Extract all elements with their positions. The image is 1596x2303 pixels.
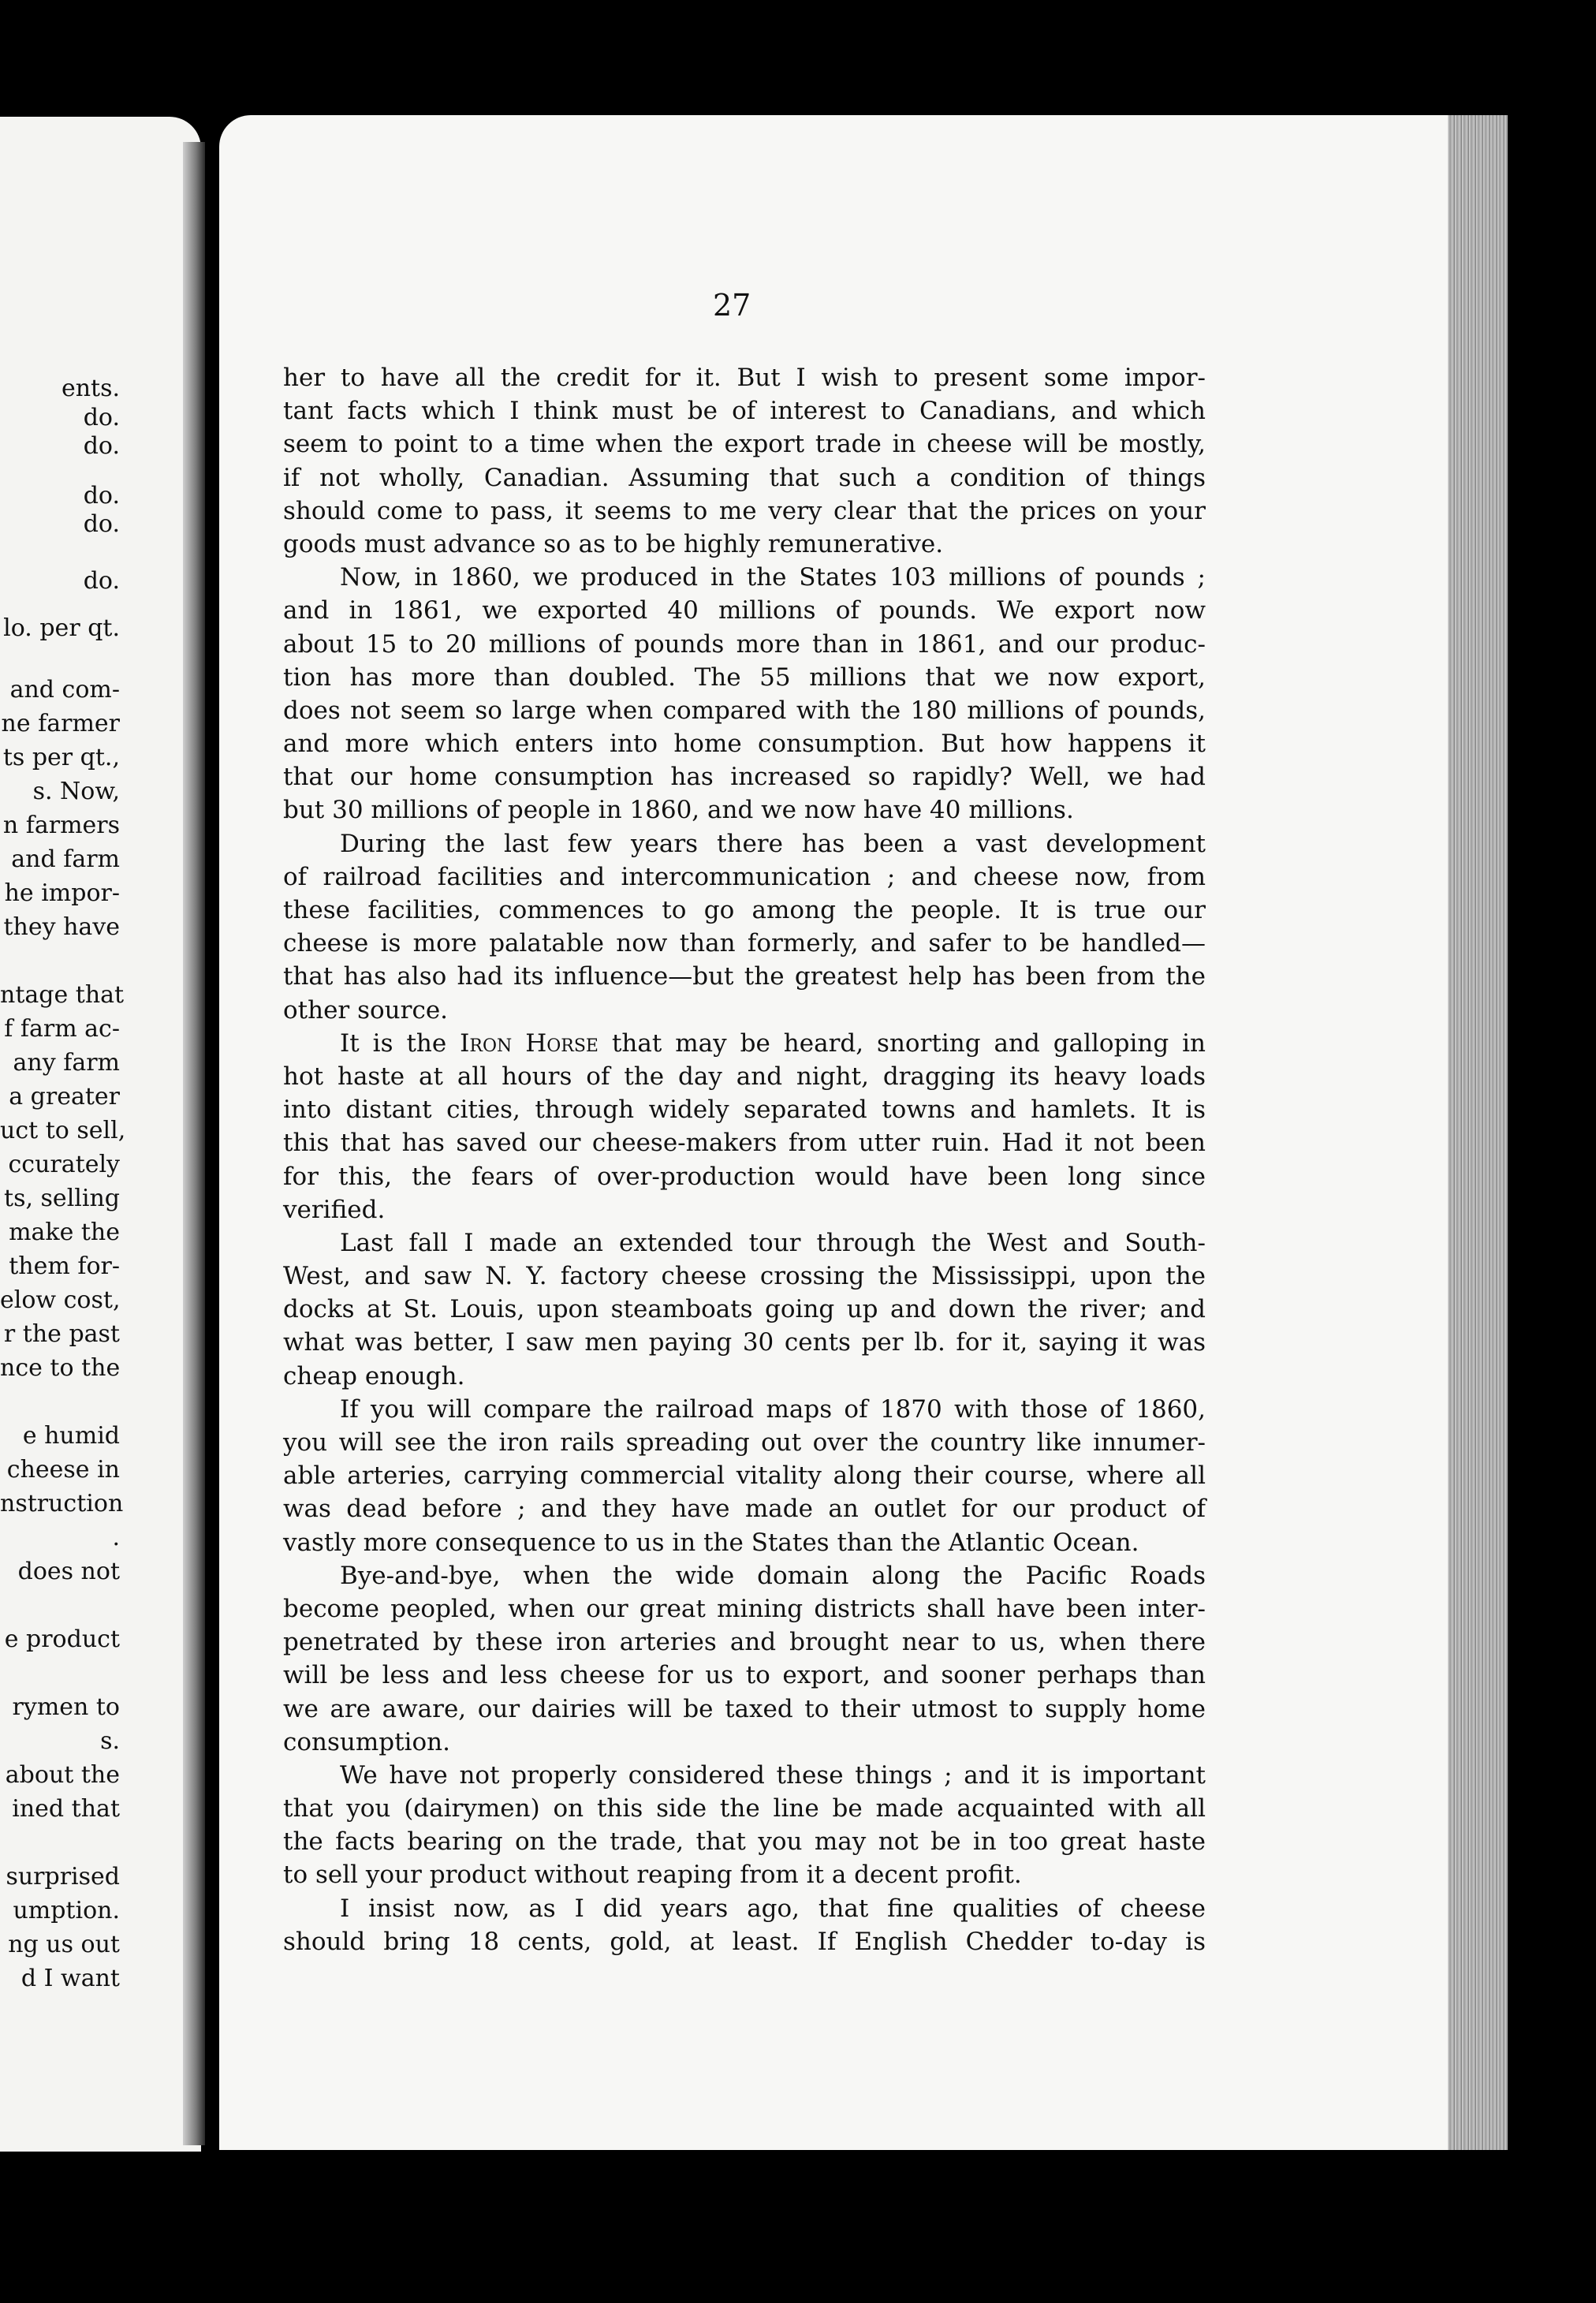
left-page-line: e product: [4, 1626, 120, 1653]
left-page-line: uct to sell,: [0, 1117, 126, 1144]
left-page-line: them for-: [9, 1252, 120, 1280]
text-line: we are aware, our dairies will be taxed to their utmost to supply home: [283, 1694, 1206, 1723]
text-line: the facts bearing on the trade, that you may not be in too great haste: [283, 1827, 1206, 1857]
text-line: become peopled, when our great mining districts shall have been inter-: [283, 1594, 1206, 1623]
text-line: verified.: [283, 1195, 386, 1224]
page-number: 27: [713, 288, 751, 323]
text-line: should bring 18 cents, gold, at least. If English Chedder to-day is: [283, 1927, 1206, 1956]
text-line: but 30 millions of people in 1860, and we now have 40 millions.: [283, 796, 1074, 825]
left-page-line: he impor-: [4, 879, 120, 907]
text-line: that has also had its influence—but the greatest help has been from the: [283, 962, 1206, 991]
left-page-line: nce to the: [0, 1354, 121, 1382]
text-line: If you will compare the railroad maps of 1870 with those of 1860,: [340, 1394, 1206, 1424]
left-page-line: elow cost,: [0, 1286, 121, 1314]
text-line: for this, the fears of over-production would have been long since: [283, 1162, 1206, 1191]
text-line: to sell your product without reaping from it a decent profit.: [283, 1861, 1022, 1890]
left-page-line: umption.: [13, 1897, 120, 1924]
text-line: penetrated by these iron arteries and brought near to us, when there: [283, 1628, 1206, 1657]
text-line: seem to point to a time when the export trade in cheese will be mostly,: [283, 430, 1206, 459]
text-line: vastly more consequence to us in the States than the Atlantic Ocean.: [283, 1528, 1139, 1557]
text-line: this that has saved our cheese-makers from utter ruin. Had it not been: [283, 1129, 1206, 1158]
body-text: [283, 361, 1206, 1958]
text-line: her to have all the credit for it. But I wish to present some impor-: [283, 364, 1206, 392]
left-page-line: ccurately: [8, 1151, 120, 1178]
left-page-line: cheese in: [6, 1456, 120, 1484]
left-page-line: ents.: [61, 375, 120, 402]
left-page-line: do.: [83, 482, 120, 509]
text-line: Bye-and-bye, when the wide domain along the Pacific Roads: [340, 1561, 1206, 1590]
text-line: and in 1861, we exported 40 millions of pounds. We export now: [283, 596, 1206, 625]
left-page-line: ts per qt.,: [2, 744, 120, 771]
left-page-line: do.: [83, 432, 120, 460]
text-line: that you (dairymen) on this side the line be made acquainted with all: [283, 1794, 1206, 1823]
text-line: Last fall I made an extended tour through the West and South-: [340, 1228, 1206, 1257]
left-page-line: and farm: [11, 845, 120, 873]
left-page-line: ne farmer: [1, 710, 120, 737]
left-page-line: n farmers: [2, 812, 120, 839]
text-line: what was better, I saw men paying 30 cents per lb. for it, saying it was: [283, 1328, 1206, 1357]
left-page-line: a greater: [9, 1083, 120, 1110]
text-line: cheap enough.: [283, 1361, 465, 1390]
left-page-line: ts, selling: [4, 1185, 120, 1212]
text-line: I insist now, as I did years ago, that fine qualities of cheese: [340, 1894, 1206, 1923]
left-page-line: does not: [17, 1558, 120, 1585]
left-page-line: surprised: [6, 1863, 120, 1891]
text-line: of railroad facilities and intercommunication ; and cheese now, from: [283, 862, 1206, 891]
left-page-line: they have: [3, 913, 120, 941]
text-line: does not seem so large when compared with the 180 millions of pounds,: [283, 696, 1206, 725]
text-line: and more which enters into home consumption. But how happens it: [283, 730, 1206, 759]
left-page-line: r the past: [3, 1320, 120, 1348]
text-line: Now, in 1860, we produced in the States 103 millions of pounds ;: [340, 563, 1206, 592]
left-page-line: lo. per qt.: [3, 614, 120, 642]
text-line: these facilities, commences to go among the people. It is true our: [283, 896, 1206, 924]
left-page-line: ntage that: [0, 981, 125, 1009]
left-page-line: e humid: [22, 1422, 120, 1450]
book-gutter: [183, 142, 205, 2145]
text-line: you will see the iron rails spreading out over the country like innumer-: [283, 1428, 1206, 1457]
left-page-line: nstruction: [0, 1490, 124, 1517]
left-page-line: do.: [83, 510, 120, 538]
text-line: if not wholly, Canadian. Assuming that such a condition of things: [283, 463, 1206, 492]
left-page-line: .: [112, 1524, 120, 1551]
text-line: into distant cities, through widely separated towns and hamlets. It is: [283, 1096, 1206, 1125]
left-page-line: rymen to: [12, 1693, 120, 1721]
left-page-line: make the: [9, 1219, 120, 1246]
left-page-line: about the: [5, 1761, 120, 1789]
left-page-line: do.: [83, 404, 120, 431]
text-line: able arteries, carrying commercial vitality along their course, where all: [283, 1461, 1206, 1491]
text-line: other source.: [283, 995, 449, 1025]
text-line: We have not properly considered these things ; and it is important: [340, 1760, 1206, 1790]
page-edges: [1448, 115, 1508, 2150]
text-line: docks at St. Louis, upon steamboats going up and down the river; and: [283, 1295, 1206, 1324]
left-page-line: any farm: [13, 1049, 120, 1077]
left-page: [0, 117, 201, 2152]
left-page-line: s.: [100, 1727, 120, 1755]
left-page-line: s. Now,: [32, 778, 120, 805]
left-page-line: ined that: [12, 1795, 120, 1823]
text-line: goods must advance so as to be highly remunerative.: [283, 529, 944, 558]
text-line: consumption.: [283, 1727, 450, 1756]
left-page-line: do.: [83, 567, 120, 595]
text-line: will be less and less cheese for us to export, and sooner perhaps than: [283, 1661, 1206, 1690]
text-line: During the last few years there has been a vast development: [340, 829, 1206, 858]
text-line: hot haste at all hours of the day and night, dragging its heavy loads: [283, 1062, 1206, 1091]
text-line: that our home consumption has increased so rapidly? Well, we had: [283, 763, 1206, 792]
left-page-line: ng us out: [8, 1931, 120, 1958]
text-line: should come to pass, it seems to me very clear that the prices on your: [283, 496, 1206, 525]
left-page-line: d I want: [21, 1965, 120, 1992]
text-line: tant facts which I think must be of interest to Canadians, and which: [283, 397, 1206, 426]
text-line: tion has more than doubled. The 55 millions that we now export,: [283, 663, 1206, 692]
left-page-line: and com-: [9, 676, 120, 704]
text-line: was dead before ; and they have made an outlet for our product of: [283, 1495, 1206, 1524]
text-line: about 15 to 20 millions of pounds more than in 1861, and our produc-: [283, 629, 1206, 659]
text-line: It is the Iron Horse that may be heard, snorting and galloping in: [340, 1028, 1206, 1058]
text-line: West, and saw N. Y. factory cheese crossing the Mississippi, upon the: [283, 1262, 1206, 1291]
left-page-line: f farm ac-: [4, 1015, 120, 1043]
text-line: cheese is more palatable now than formerly, and safer to be handled—: [283, 929, 1206, 958]
